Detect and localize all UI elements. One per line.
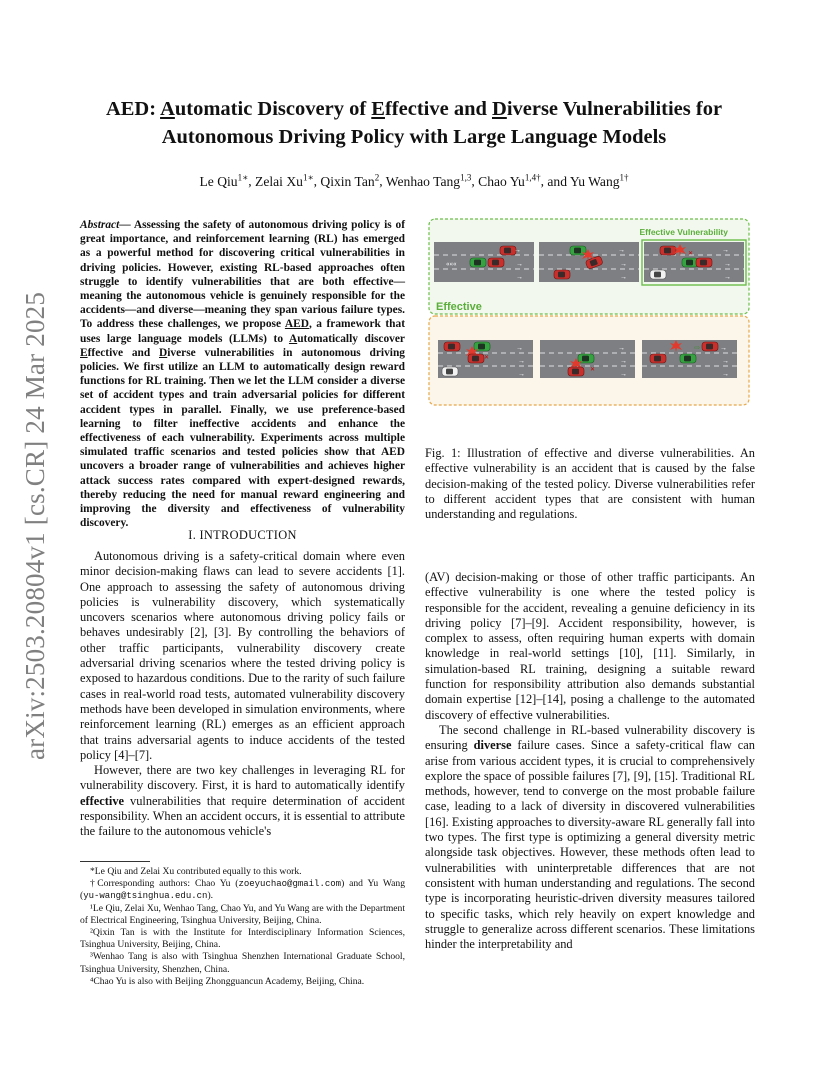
footnote: ¹Le Qiu, Zelai Xu, Wenhao Tang, Chao Yu, and Yu Wang are with the Department of Electrical Engineering, Tsinghua University, Beijing, China. <box>80 902 405 926</box>
footnote: ⁴Chao Yu is also with Beijing Zhongguancun Academy, Beijing, China. <box>90 975 365 987</box>
figure-caption: Fig. 1: Illustration of effective and diverse vulnerabilities. An effective vulnerability is an accident that is caused by the false decision-making of the tested policy. Diverse vulnerabilities refer to different accident types that are consistent with human understanding and regulations. <box>425 446 755 522</box>
svg-text:«««: ««« <box>446 260 457 268</box>
svg-text:✕: ✕ <box>590 367 596 373</box>
scenario-panel-4 <box>438 340 533 378</box>
right-column-body <box>425 570 755 952</box>
title-line-1: AED: Automatic Discovery of Effective and Diverse Vulnerabilities for <box>105 98 723 120</box>
svg-text:→: → <box>620 370 627 378</box>
svg-text:→: → <box>620 273 627 281</box>
author: Le Qiu$^{1∗}$ <box>199 172 249 189</box>
author: and Yu Wang$^{1\dagger}$ <box>547 172 629 189</box>
left-column-body <box>80 549 405 840</box>
arxiv-identifier: arXiv:2503.20804v1 [cs.CR] 24 Mar 2025 <box>20 291 50 760</box>
svg-text:→: → <box>518 370 525 378</box>
svg-text:→: → <box>518 357 525 365</box>
scenario-panel-6 <box>642 340 737 378</box>
paragraph: However, there are two key challenges in leveraging RL for vulnerability discovery. First, it is hard to automatically identify effective vulnerabilities that require determination of accident responsibility. When an accident occurs, it is essential to attribute the failure to the autonomous vehicle's <box>80 763 405 839</box>
svg-text:→: → <box>620 260 627 268</box>
scenario-panel-2 <box>539 242 639 282</box>
paragraph: The second challenge in RL-based vulnerability discovery is ensuring diverse failure cases. Since a safety-critical flaw can arise from various accident types, it is crucial to comprehensively explore the space of possible failures [7], [9], [15]. Traditional RL methods, however, tend to converge on the most probable failure case, leading to a lack of diversity in discovered vulnerabilities [16]. Existing approaches to diversity-aware RL generally fall into two types. The first type is optimizing a general diversity metric alongside task objectives. However, these methods often lead to vulnerabilities with uninterpretable differences that are not consistent with human understanding and regulations. The second type is incorporating heuristic-driven diversity measures tailored to specific tasks, which rely heavily on expert knowledge and struggle to generalize across different scenarios. These limitations hinder the interpretability and <box>425 722 755 952</box>
svg-text:→: → <box>722 370 729 378</box>
svg-text:→: → <box>618 344 625 352</box>
footnotes <box>80 866 405 988</box>
paper-title <box>60 95 768 151</box>
svg-text:→: → <box>722 357 729 365</box>
footnote-rule <box>80 861 150 862</box>
email-link[interactable]: zoeyuchao@gmail.com <box>238 879 342 890</box>
email-link[interactable]: yu-wang@tsinghua.edu.cn <box>83 891 208 902</box>
section-heading-introduction: I. INTRODUCTION <box>188 528 297 542</box>
svg-text:✕: ✕ <box>484 355 490 361</box>
svg-text:⇨: ⇨ <box>694 344 700 352</box>
svg-text:→: → <box>724 260 731 268</box>
paragraph: (AV) decision-making or those of other traffic participants. An effective vulnerability is one where the tested policy is responsible for the accident, revealing a genuine deficiency in its driving policy [7]–[9]. Accident responsibility, however, is complex to assess, often requiring human experts with domain knowledge in real-world settings [10], [11]. Similarly, in simulation-based RL training, designing a suitable reward function for responsibility attribution also demands substantial domain expertise [12]–[14], posing a challenge to the automated discovery of effective vulnerabilities. <box>425 570 755 722</box>
author: Zelai $Xu^{1∗}$ <box>255 172 314 189</box>
svg-text:→: → <box>618 246 625 254</box>
svg-text:→: → <box>620 357 627 365</box>
svg-text:→: → <box>720 344 727 352</box>
footnote: *Le Qiu and Zelai Xu contributed equally to this work. <box>90 866 302 877</box>
scenario-panel-5 <box>540 340 635 378</box>
author-list: Le Qiu$^{1∗}$, Zelai $Xu^{1∗}$, Qixin Tan$^2$, Wenhao Tang$^{1,3}$, Chao $Yu^{1,4\dagger}$, and Yu Wang$^{1\dagger}$ <box>199 172 629 189</box>
abstract: Abstract— Assessing the safety of autonomous driving policy is of great importance, and reinforcement learning (RL) has emerged as a powerful method for discovering critical vulnerabilities in driving policies. However, existing RL-based approaches often struggle to identify vulnerabilities that are both effective—meaning the autonomous vehicle is genuinely responsible for the accidents—and diverse—meaning they span various failure types. To address these challenges, we propose AED, a framework that uses large language models (LLMs) to Automatically discover Effective and Diverse vulnerabilities in autonomous driving policies. We first utilize an LLM to automatically design reward functions for RL training. Then we let the LLM consider a diverse set of accident types and train adversarial policies for different accident types in parallel. Finally, we use preference-based learning to filter ineffective accidents and enhance the effectiveness of each vulnerability. Experiments across multiple simulated traffic scenarios and tested policies show that AED uncovers a broader range of vulnerabilities and achieves higher attack success rates compared with expert-designed rewards, thereby reducing the need for manual reward engineering and improving the diversity and effectiveness of vulnerability discovery. <box>80 219 406 530</box>
svg-text:→: → <box>514 246 521 254</box>
effective-label: Effective <box>436 301 482 313</box>
author: Wenhao Tang$^{1,3}$ <box>385 172 472 189</box>
scenario-panel-1 <box>434 242 534 282</box>
svg-text:→: → <box>724 273 731 281</box>
title-line-2: Autonomous Driving Policy with Large Language Models <box>161 126 667 148</box>
figure-1 <box>428 218 750 406</box>
footnote: ³Wenhao Tang is also with Tsinghua Shenzhen International Graduate School, Tsinghua University, Shenzhen, China. <box>80 951 405 975</box>
svg-text:→: → <box>516 344 523 352</box>
svg-text:→: → <box>516 260 523 268</box>
svg-text:✕: ✕ <box>688 251 694 257</box>
footnote: ²Qixin Tan is with the Institute for Interdisciplinary Information Sciences, Tsinghua University, Beijing, China. <box>80 927 405 951</box>
footnote: †Corresponding authors: Chao Yu (zoeyuchao@gmail.com) and Yu Wang (yu-wang@tsinghua.edu.cn). <box>80 878 405 902</box>
svg-text:→: → <box>722 246 729 254</box>
scenario-panel-3 <box>644 242 744 282</box>
author: Qixin Tan$^2$ <box>320 172 380 189</box>
abstract-label: Abstract <box>80 219 120 231</box>
author: Chao $Yu^{1,4\dagger}$ <box>478 172 541 189</box>
effective-vulnerability-label: Effective Vulnerability <box>639 227 728 237</box>
paragraph: Autonomous driving is a safety-critical domain where even minor decision-making flaws can lead to severe accidents [1]. One approach to assessing the safety of autonomous driving policies is vulnerability discovery, which systematically uncovers scenarios where autonomous driving policy fails or behaves undesirably [2], [3]. By controlling the behaviors of other traffic participants, vulnerability discovery create adversarial driving scenarios where the tested driving policy is exposed to hazardous conditions. Due to the rarity of such failure cases in real-world road tests, automated vulnerability discovery methods have been developed in simulation environments, where reinforcement learning (RL) emerges as an efficient approach that trains adversarial agents to induce accidents of the tested policy [4]–[7]. <box>80 549 405 762</box>
svg-text:→: → <box>516 273 523 281</box>
